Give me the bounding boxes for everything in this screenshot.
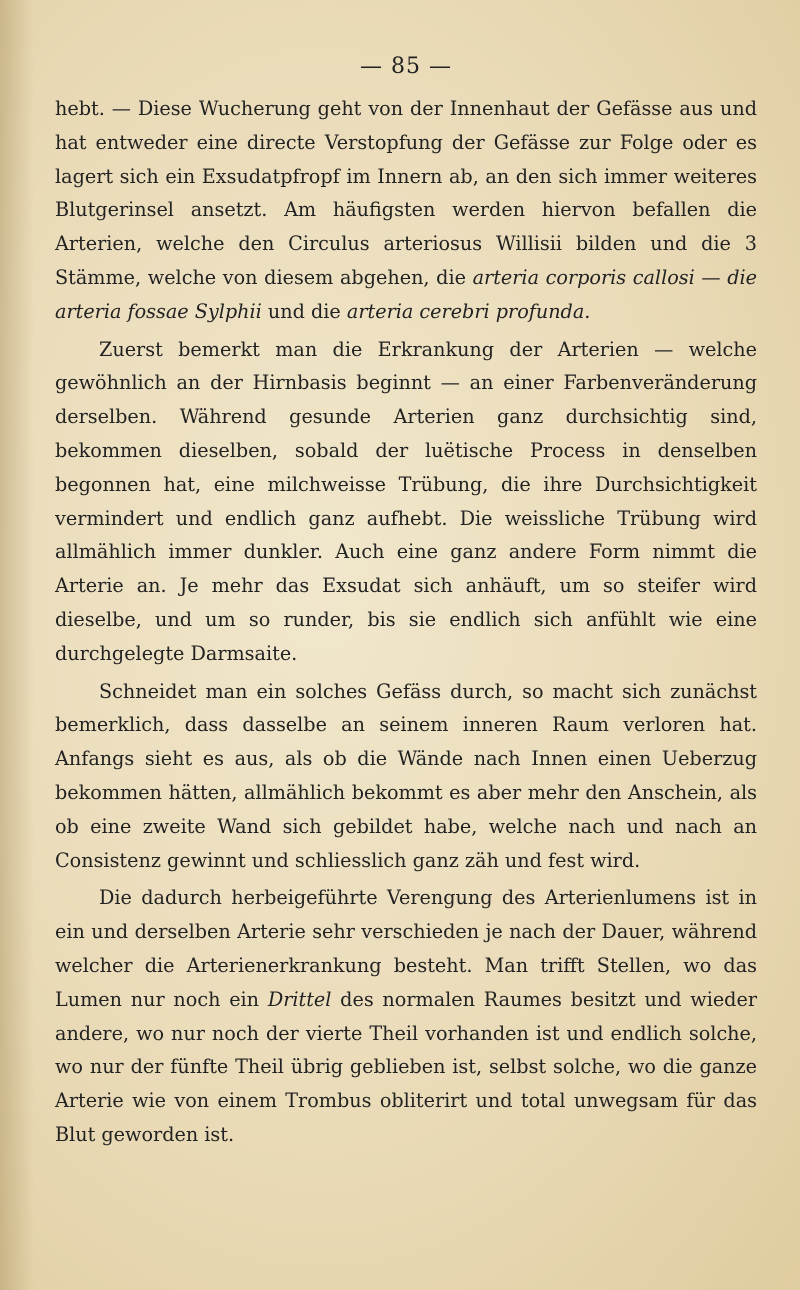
page-number: — 85 — [360,54,452,79]
text-segment: hebt. — Diese Wucherung geht von der Innenhaut der Gefässe aus und hat entweder eine directe Verstopfung der Gefässe zur Folge oder es lagert sich ein Exsudatpfropf im Innern ab, an den sich immer weiteres Blutgerinsel ansetzt. Am häufigsten werden hiervon befallen die Arterien, welche den Circulus arteriosus Willisii bilden und die 3 Stämme, welche von diesem abgehen, die [55,97,757,289]
paragraphs [55,92,757,1152]
text-segment: Zuerst bemerkt man die Erkrankung der Arterien — welche gewöhnlich an der Hirnbasis beginnt — an einer Farbenveränderung derselben. Während gesunde Arterien ganz durchsichtig sind, bekommen dieselben, sobald der luëtische Process in denselben begonnen hat, eine milchweisse Trübung, die ihre Durchsichtigkeit vermindert und endlich ganz aufhebt. Die weissliche Trübung wird allmählich immer dunkler. Auch eine ganz andere Form nimmt die Arterie an. Je mehr das Exsudat sich anhäuft, um so steifer wird dieselbe, und um so runder, bis sie endlich sich anfühlt wie eine durchgelegte Darmsaite. [55,337,757,665]
text-segment: Die dadurch herbeigeführte Verengung des Arterienlumens ist in ein und derselben Arterie sehr verschieden je nach der Dauer, während welcher die Arterienerkrankung besteht. Man trifft Stellen, wo das Lumen nur noch ein [55,886,757,1011]
paragraph [55,92,757,329]
text-segment: und die [261,299,347,323]
page-gutter-shadow [0,0,34,1290]
paragraph [55,881,757,1151]
text-segment: des normalen Raumes besitzt und wieder andere, wo nur noch der vierte Theil vorhanden ist und endlich solche, wo nur der fünfte Theil übrig geblieben ist, selbst solche, wo die ganze Arterie wie von einem Trombus obliterirt und total unwegsam für das Blut geworden ist. [55,987,757,1146]
paragraph [55,333,757,671]
italic-text-segment: arteria corporis callosi — die arteria fossae Sylphii [55,265,757,323]
paragraph [55,675,757,878]
italic-text-segment: Drittel [267,987,332,1011]
text-block [55,52,757,1156]
italic-text-segment: arteria cerebri profunda. [346,299,591,323]
text-segment: Schneidet man ein solches Gefäss durch, so macht sich zunächst bemerklich, dass dasselbe an seinem inneren Raum verloren hat. Anfangs sieht es aus, als ob die Wände nach Innen einen Ueberzug bekommen hätten, allmählich bekommt es aber mehr den Anschein, als ob eine zweite Wand sich gebildet habe, welche nach und nach an Consistenz gewinnt und schliesslich ganz zäh und fest wird. [55,679,757,872]
